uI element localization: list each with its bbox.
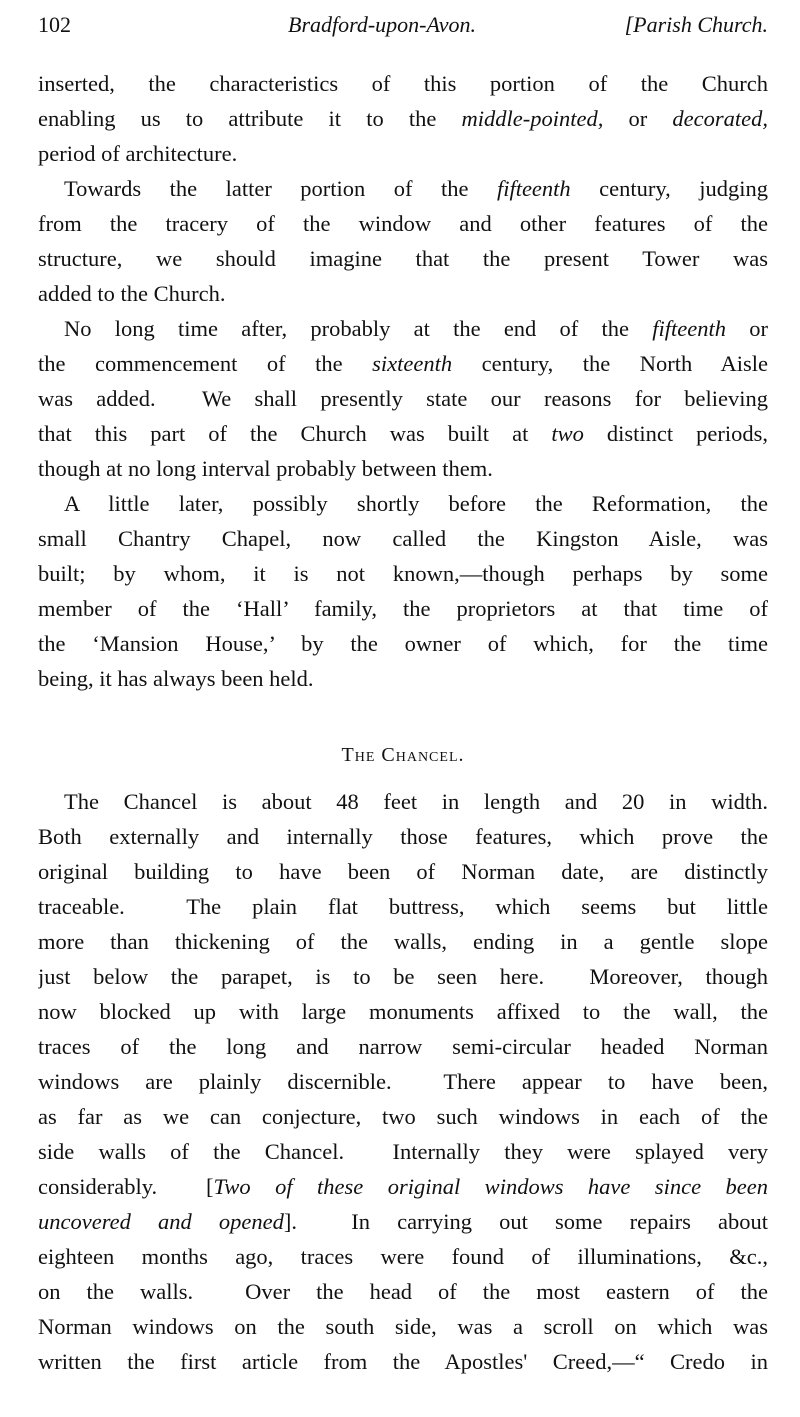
text-line [38, 1239, 768, 1274]
text-line [38, 1134, 768, 1169]
text-line [38, 854, 768, 889]
text-line [38, 66, 768, 101]
text-segment: added to the Church. [38, 281, 226, 306]
text-line [38, 784, 768, 819]
text-line [38, 416, 768, 451]
text-segment: or [726, 316, 768, 341]
text-segment: A little later, possibly shortly before the Reformation, the [64, 491, 768, 516]
italic-text: uncovered and opened [38, 1209, 284, 1234]
text-line [38, 661, 768, 696]
text-line [38, 591, 768, 626]
text-line [38, 959, 768, 994]
text-line [38, 1169, 768, 1204]
text-segment: was added. We shall presently state our reasons for believing [38, 386, 768, 411]
text-segment: windows are plainly discernible. There appear to have been, [38, 1069, 768, 1094]
text-segment: No long time after, probably at the end of the [64, 316, 653, 341]
text-segment: from the tracery of the window and other features of the [38, 211, 768, 236]
page-header [38, 12, 768, 46]
italic-text: Two of these original windows have since been [213, 1174, 768, 1199]
italic-text: two [551, 421, 584, 446]
text-segment: as far as we can conjecture, two such windows in each of the [38, 1104, 768, 1129]
text-line [38, 1064, 768, 1099]
text-segment: on the walls. Over the head of the most eastern of the [38, 1279, 768, 1304]
text-line [38, 1344, 768, 1379]
text-segment: considerably. [ [38, 1174, 214, 1199]
text-line [38, 136, 768, 171]
text-segment: original building to have been of Norman date, are distinctly [38, 859, 768, 884]
text-line [38, 994, 768, 1029]
paragraph [38, 66, 768, 171]
section-heading: The Chancel. [341, 744, 465, 766]
paragraph [38, 784, 768, 1379]
page-body [38, 66, 768, 1379]
text-segment: small Chantry Chapel, now called the Kingston Aisle, was [38, 526, 768, 551]
text-line [38, 1099, 768, 1134]
text-segment: period of architecture. [38, 141, 238, 166]
text-segment: Both externally and internally those features, which prove the [38, 824, 768, 849]
text-segment: The Chancel is about 48 feet in length and 20 in width. [64, 789, 768, 814]
text-segment: the ‘Mansion House,’ by the owner of which, for the time [38, 631, 768, 656]
text-segment: inserted, the characteristics of this portion of the Church [38, 71, 768, 96]
text-line [38, 171, 768, 206]
text-line [38, 451, 768, 486]
text-segment: traceable. The plain flat buttress, which seems but little [38, 894, 768, 919]
text-segment: ]. In carrying out some repairs about [283, 1209, 768, 1234]
text-segment: the commencement of the [38, 351, 373, 376]
text-segment: written the first article from the Apostles' Creed,—“ Credo in [38, 1349, 768, 1374]
text-segment: being, it has always been held. [38, 666, 314, 691]
text-line [38, 101, 768, 136]
paragraph [38, 486, 768, 696]
text-segment: that this part of the Church was built at [38, 421, 552, 446]
italic-text: middle-pointed, [461, 106, 604, 131]
text-line [38, 626, 768, 661]
text-line [38, 889, 768, 924]
text-line [38, 1274, 768, 1309]
italic-text: decorated, [672, 106, 768, 131]
text-segment: distinct periods, [583, 421, 768, 446]
text-line [38, 819, 768, 854]
text-segment: just below the parapet, is to be seen here. Moreover, though [38, 964, 768, 989]
text-line [38, 1029, 768, 1064]
text-segment: or [603, 106, 673, 131]
text-segment: structure, we should imagine that the present Tower was [38, 246, 768, 271]
text-segment: traces of the long and narrow semi-circular headed Norman [38, 1034, 768, 1059]
paragraph [38, 171, 768, 311]
paragraph [38, 311, 768, 486]
text-line [38, 521, 768, 556]
text-segment: side walls of the Chancel. Internally they were splayed very [38, 1139, 768, 1164]
text-segment: member of the ‘Hall’ family, the proprietors at that time of [38, 596, 768, 621]
text-line [38, 486, 768, 521]
text-segment: century, the North Aisle [452, 351, 768, 376]
text-line [38, 1204, 768, 1239]
text-segment: built; by whom, it is not known,—though perhaps by some [38, 561, 768, 586]
italic-text: fifteenth [652, 316, 726, 341]
italic-text: sixteenth [372, 351, 453, 376]
text-line [38, 206, 768, 241]
text-segment: though at no long interval probably between them. [38, 456, 493, 481]
text-line [38, 556, 768, 591]
text-line [38, 241, 768, 276]
text-segment: more than thickening of the walls, ending in a gentle slope [38, 929, 768, 954]
text-segment: Towards the latter portion of the [64, 176, 497, 201]
text-segment: century, judging [570, 176, 768, 201]
text-segment: enabling us to attribute it to the [38, 106, 462, 131]
text-line [38, 381, 768, 416]
text-line [38, 924, 768, 959]
text-line [38, 1309, 768, 1344]
running-title: Bradford-upon-Avon. [288, 12, 476, 37]
text-line [38, 311, 768, 346]
section-title: [Parish Church. [624, 12, 768, 37]
text-segment: Norman windows on the south side, was a scroll on which was [38, 1314, 768, 1339]
text-segment: now blocked up with large monuments affixed to the wall, the [38, 999, 768, 1024]
text-line [38, 346, 768, 381]
text-segment: eighteen months ago, traces were found of illuminations, &c., [38, 1244, 768, 1269]
page-number: 102 [38, 12, 71, 37]
italic-text: fifteenth [496, 176, 571, 201]
text-line [38, 276, 768, 311]
